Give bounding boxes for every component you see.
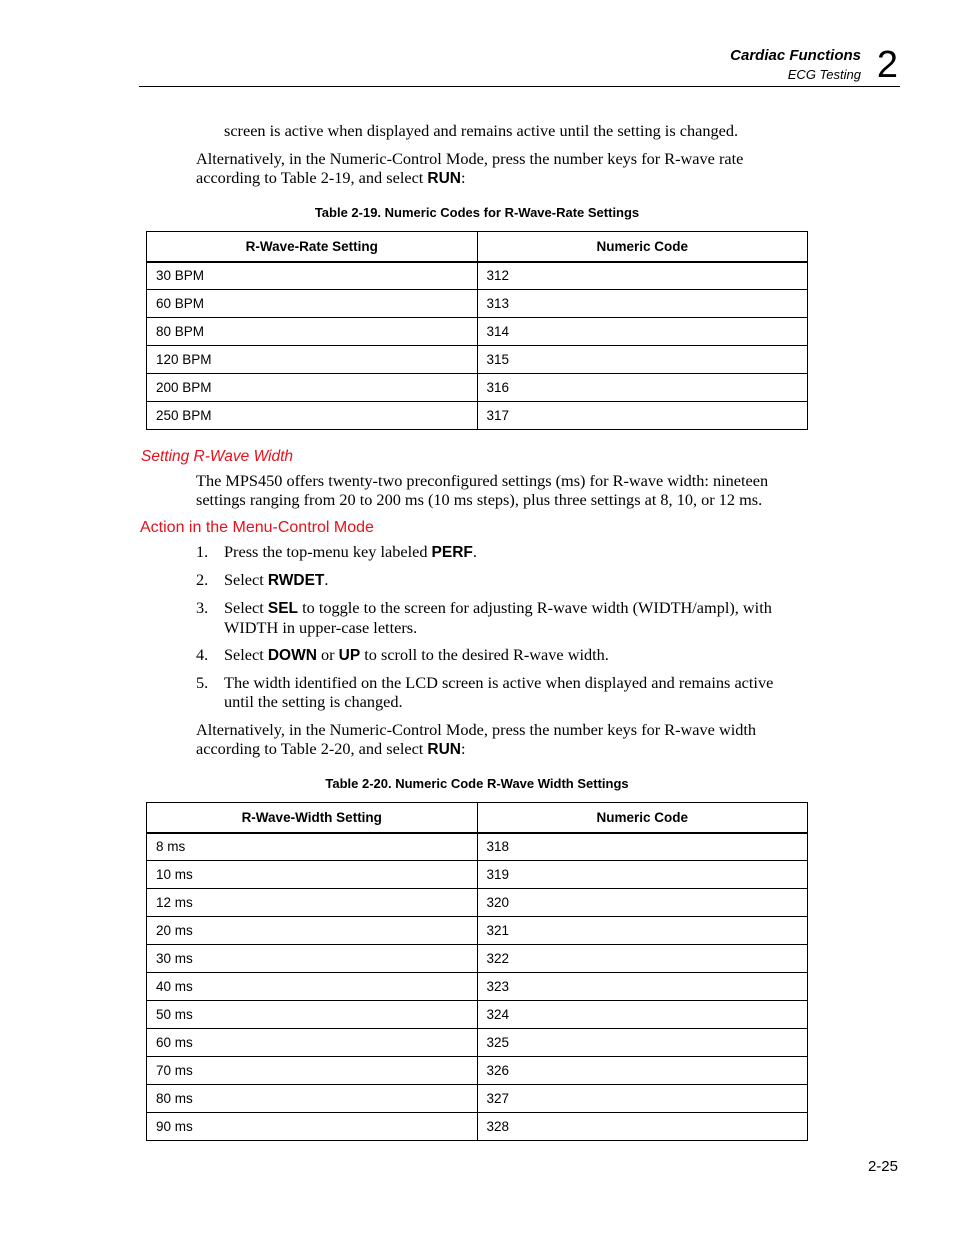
text-run: : <box>460 168 466 187</box>
key-label-run: RUN <box>427 741 461 758</box>
table-row <box>147 374 808 402</box>
section-heading: Setting R-Wave Width <box>141 448 294 465</box>
step-number: 1. <box>196 542 209 561</box>
column-header: R-Wave-Width Setting <box>147 803 478 833</box>
text-run: or <box>316 645 339 664</box>
table-rwave-width <box>146 802 808 1141</box>
key-label-down: DOWN <box>267 647 317 664</box>
key-label-run: RUN <box>427 170 461 187</box>
paragraph-numeric-rate <box>196 149 816 188</box>
setting-cell: 50 ms <box>147 1001 478 1029</box>
table-header-row <box>147 232 808 262</box>
step-text <box>224 598 814 637</box>
numeric-code-cell: 317 <box>477 402 808 430</box>
paragraph-line: The MPS450 offers twenty-two preconfigured settings (ms) for R-wave width: nineteen <box>196 471 769 490</box>
numeric-code-cell: 318 <box>477 833 808 861</box>
setting-cell: 250 BPM <box>147 402 478 430</box>
numeric-code-cell: 324 <box>477 1001 808 1029</box>
page-number: 2-25 <box>867 1158 898 1175</box>
setting-cell: 90 ms <box>147 1113 478 1141</box>
subheading: Action in the Menu-Control Mode <box>140 519 374 536</box>
text-run: . <box>324 570 329 589</box>
setting-cell: 120 BPM <box>147 346 478 374</box>
table2-caption: Table 2-20. Numeric Code R-Wave Width Settings <box>325 776 629 791</box>
numeric-code-cell: 326 <box>477 1057 808 1085</box>
table-row <box>147 318 808 346</box>
setting-cell: 80 ms <box>147 1085 478 1113</box>
column-header: Numeric Code <box>477 232 808 262</box>
numeric-code-cell: 320 <box>477 889 808 917</box>
header-subtitle: ECG Testing <box>787 67 861 82</box>
paragraph-line: Alternatively, in the Numeric-Control Mode, press the number keys for R-wave width <box>196 720 757 739</box>
text-run: to scroll to the desired R-wave width. <box>360 645 609 664</box>
table-row <box>147 945 808 973</box>
section-paragraph <box>196 471 816 509</box>
text-run: . <box>472 542 477 561</box>
step-line: The width identified on the LCD screen is active when displayed and remains active <box>224 673 774 692</box>
numeric-code-cell: 315 <box>477 346 808 374</box>
text-run: according to Table 2-20, and select <box>196 739 428 758</box>
key-label-perf: PERF <box>431 544 473 561</box>
key-label-sel: SEL <box>267 600 299 617</box>
text-run: Press the top-menu key labeled <box>224 542 432 561</box>
column-header: Numeric Code <box>477 803 808 833</box>
step-number: 2. <box>196 570 209 589</box>
numeric-code-cell: 325 <box>477 1029 808 1057</box>
table-row <box>147 861 808 889</box>
step-line: until the setting is changed. <box>224 692 403 711</box>
step-text <box>224 673 814 711</box>
table-row <box>147 1113 808 1141</box>
numeric-code-cell: 314 <box>477 318 808 346</box>
table-row <box>147 402 808 430</box>
step-text <box>224 645 814 665</box>
table-header-row <box>147 803 808 833</box>
table-row <box>147 1057 808 1085</box>
paragraph-numeric-width <box>196 720 816 759</box>
table-row <box>147 1029 808 1057</box>
setting-cell: 60 BPM <box>147 290 478 318</box>
setting-cell: 30 BPM <box>147 262 478 290</box>
setting-cell: 200 BPM <box>147 374 478 402</box>
table-rwave-rate <box>146 231 808 430</box>
table-row <box>147 973 808 1001</box>
page-header <box>139 44 900 87</box>
setting-cell: 80 BPM <box>147 318 478 346</box>
step-number: 4. <box>196 645 209 664</box>
setting-cell: 10 ms <box>147 861 478 889</box>
paragraph-line: settings ranging from 20 to 200 ms (10 ms steps), plus three settings at 8, 10, or 12 ms. <box>196 490 763 509</box>
numeric-code-cell: 328 <box>477 1113 808 1141</box>
table-row <box>147 290 808 318</box>
text-run: to toggle to the screen for adjusting R-wave width (WIDTH/ampl), with <box>298 598 772 617</box>
setting-cell: 30 ms <box>147 945 478 973</box>
numeric-code-cell: 327 <box>477 1085 808 1113</box>
chapter-number: 2 <box>876 44 898 86</box>
step-text <box>224 570 814 590</box>
numeric-code-cell: 323 <box>477 973 808 1001</box>
setting-cell: 40 ms <box>147 973 478 1001</box>
header-title: Cardiac Functions <box>730 47 861 64</box>
paragraph-continuation: screen is active when displayed and remains active until the setting is changed. <box>224 121 739 140</box>
paragraph-line: Alternatively, in the Numeric-Control Mode, press the number keys for R-wave rate <box>196 149 744 168</box>
step-line: WIDTH in upper-case letters. <box>224 618 418 637</box>
key-label-rwdet: RWDET <box>267 572 325 589</box>
setting-cell: 20 ms <box>147 917 478 945</box>
text-run: Select <box>224 645 268 664</box>
text-run: Select <box>224 570 268 589</box>
numeric-code-cell: 316 <box>477 374 808 402</box>
numeric-code-cell: 319 <box>477 861 808 889</box>
text-run: : <box>460 739 466 758</box>
numeric-code-cell: 313 <box>477 290 808 318</box>
table-row <box>147 917 808 945</box>
table-row <box>147 889 808 917</box>
step-number: 5. <box>196 673 209 692</box>
paragraph-line <box>196 168 816 188</box>
table-row <box>147 833 808 861</box>
text-run: Select <box>224 598 268 617</box>
paragraph-line <box>196 739 816 759</box>
step-line <box>224 598 814 618</box>
setting-cell: 70 ms <box>147 1057 478 1085</box>
step-text <box>224 542 814 562</box>
numeric-code-cell: 312 <box>477 262 808 290</box>
table1-caption: Table 2-19. Numeric Codes for R-Wave-Rate Settings <box>314 205 640 220</box>
table-row <box>147 1001 808 1029</box>
numeric-code-cell: 322 <box>477 945 808 973</box>
column-header: R-Wave-Rate Setting <box>147 232 478 262</box>
table-row <box>147 346 808 374</box>
step-number: 3. <box>196 598 209 617</box>
setting-cell: 12 ms <box>147 889 478 917</box>
numeric-code-cell: 321 <box>477 917 808 945</box>
setting-cell: 60 ms <box>147 1029 478 1057</box>
key-label-up: UP <box>338 647 361 664</box>
table-row <box>147 262 808 290</box>
setting-cell: 8 ms <box>147 833 478 861</box>
text-run: according to Table 2-19, and select <box>196 168 428 187</box>
table-row <box>147 1085 808 1113</box>
